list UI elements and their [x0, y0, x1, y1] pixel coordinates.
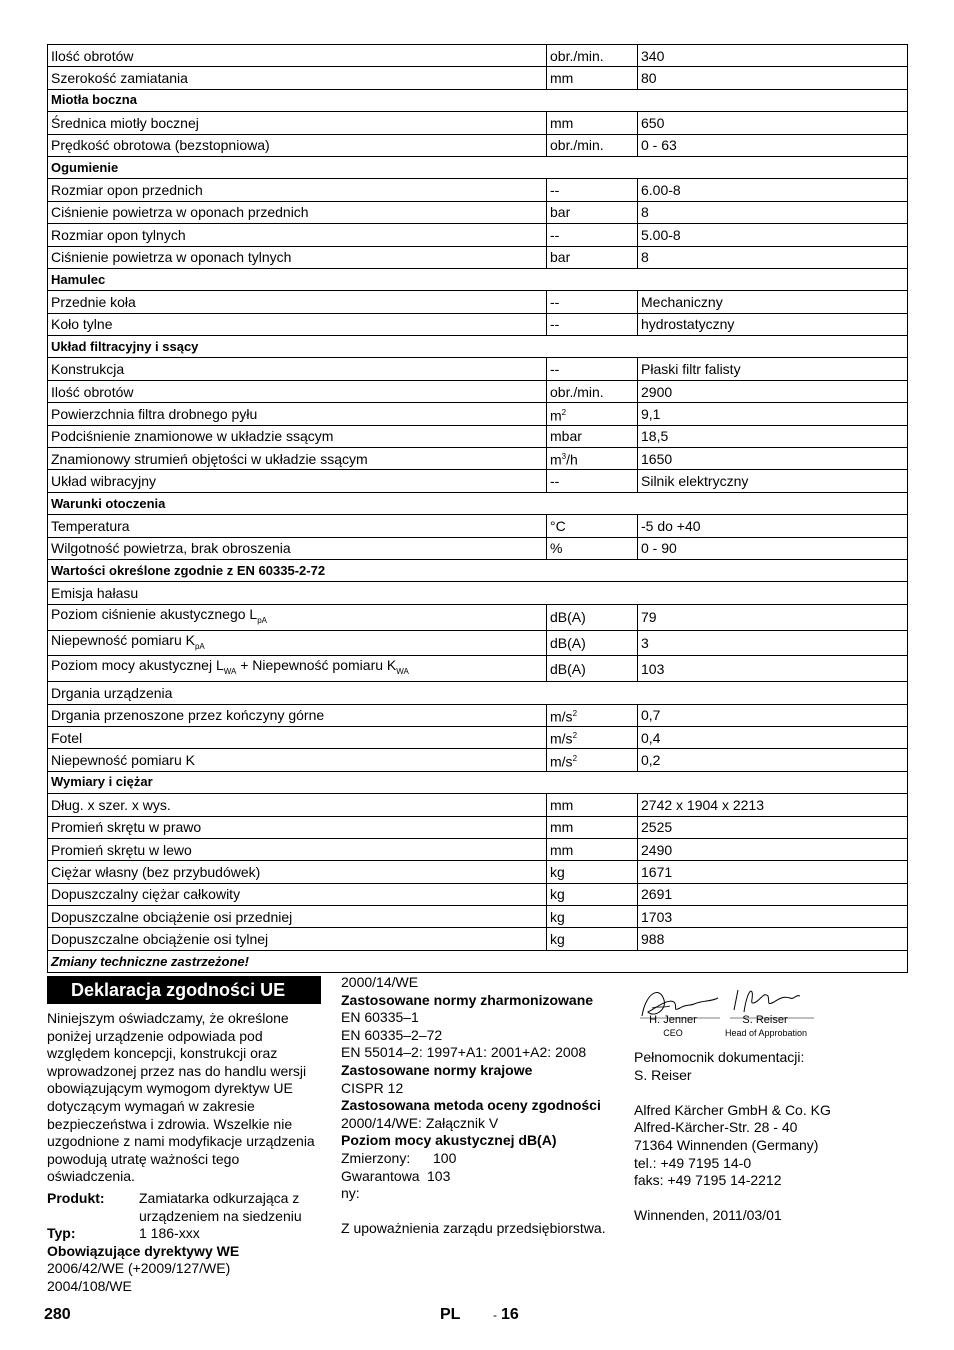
- table-row: [48, 656, 908, 682]
- row-unit: bar: [547, 246, 638, 268]
- harmonized-item: EN 60335–2–72: [341, 1026, 443, 1043]
- row-label: Rozmiar opon przednich: [48, 179, 547, 201]
- row-value: 1703: [638, 906, 908, 928]
- row-unit: dB(A): [547, 604, 638, 630]
- row-value: 8: [638, 246, 908, 268]
- row-value: 2900: [638, 380, 908, 402]
- table-row: [48, 358, 908, 380]
- row-value: 2691: [638, 883, 908, 905]
- row-value: 2525: [638, 816, 908, 838]
- table-row: [48, 448, 908, 470]
- table-row: [48, 179, 908, 201]
- table-row: [48, 604, 908, 630]
- guaranteed-label: Gwarantowany:: [341, 1167, 420, 1202]
- row-label: Średnica miotły bocznej: [48, 112, 547, 134]
- subsection-row: [48, 582, 908, 604]
- row-unit: mm: [547, 794, 638, 816]
- row-unit: obr./min.: [547, 134, 638, 156]
- sub-page-number: - 16: [493, 1306, 519, 1323]
- declaration-column-3: [634, 1049, 914, 1225]
- product-label: Produkt:: [47, 1189, 105, 1206]
- table-row: [48, 403, 908, 425]
- table-row: [48, 794, 908, 816]
- section-title: Hamulec: [48, 268, 908, 290]
- table-row: [48, 515, 908, 537]
- table-row: [48, 112, 908, 134]
- row-value: -5 do +40: [638, 515, 908, 537]
- row-unit: °C: [547, 515, 638, 537]
- product-value: Zamiatarka odkurzająca z urządzeniem na siedzeniu: [139, 1189, 302, 1224]
- row-unit: bar: [547, 201, 638, 223]
- type-label: Typ:: [47, 1225, 76, 1242]
- directive-item: 2004/108/WE: [47, 1277, 132, 1294]
- row-unit: kg: [547, 883, 638, 905]
- company-street: Alfred-Kärcher-Str. 28 - 40: [634, 1119, 798, 1136]
- row-unit: --: [547, 291, 638, 313]
- row-unit: $m/s^2$: [547, 704, 638, 726]
- section-title: Ogumienie: [48, 156, 908, 178]
- signatures: [634, 978, 834, 1040]
- table-row: [48, 630, 908, 656]
- table-row: [48, 425, 908, 447]
- row-value: 0,2: [638, 749, 908, 771]
- declaration-intro: Niniejszym oświadczamy, że określone poniżej urządzenie odpowiada pod względem koncepcji, konstrukcji oraz wprowadzonej przez nas do handlu wersji obowiązującym wymogom dyrektyw UE dotyczącym wymagań w zakresie bezpieczeństwa i zdrowia. Wszelkie nie uzgodnione z nami modyfikacje urządzenia powodują utratę ważności tego oświadczenia.: [47, 1010, 315, 1185]
- table-row: [48, 45, 908, 67]
- row-unit: $m^3/h$: [547, 448, 638, 470]
- row-value: 0 - 63: [638, 134, 908, 156]
- row-label: Ciśnienie powietrza w oponach przednich: [48, 201, 547, 223]
- table-row: [48, 380, 908, 402]
- table-row: [48, 704, 908, 726]
- guaranteed-row: [341, 1168, 626, 1203]
- declaration-column-2: [341, 974, 626, 1238]
- row-label: Ciśnienie powietrza w oponach tylnych: [48, 246, 547, 268]
- row-label: Przednie koła: [48, 291, 547, 313]
- row-label: Podciśnienie znamionowe w układzie ssącym: [48, 425, 547, 447]
- row-label: Prędkość obrotowa (bezstopniowa): [48, 134, 547, 156]
- row-unit: --: [547, 179, 638, 201]
- table-note: [48, 950, 908, 972]
- row-label: Dopuszczalne obciążenie osi przedniej: [48, 906, 547, 928]
- row-value: 9,1: [638, 403, 908, 425]
- row-value: 18,5: [638, 425, 908, 447]
- row-value: Płaski filtr falisty: [638, 358, 908, 380]
- section-header: [48, 268, 908, 290]
- row-unit: kg: [547, 928, 638, 950]
- row-label: Znamionowy strumień objętości w układzie ssącym: [48, 448, 547, 470]
- row-value: 1650: [638, 448, 908, 470]
- doc-rep-name: S. Reiser: [634, 1066, 692, 1083]
- company-name: Alfred Kärcher GmbH & Co. KG: [634, 1101, 831, 1118]
- row-label: Drgania urządzenia: [48, 682, 908, 704]
- row-label: Niepewność pomiaru K: [48, 749, 547, 771]
- table-row: [48, 470, 908, 492]
- row-value: 1671: [638, 861, 908, 883]
- row-label: Konstrukcja: [48, 358, 547, 380]
- row-unit: obr./min.: [547, 45, 638, 67]
- row-label: Zmiany techniczne zastrzeżone!: [48, 950, 908, 972]
- row-value: 2742 x 1904 x 2213: [638, 794, 908, 816]
- declaration-title: Deklaracja zgodności UE: [47, 976, 321, 1004]
- sub-page-value: 16: [501, 1306, 519, 1323]
- type-row: [47, 1225, 322, 1243]
- row-unit: kg: [547, 861, 638, 883]
- row-unit: kg: [547, 906, 638, 928]
- national-title: Zastosowane normy krajowe: [341, 1061, 533, 1078]
- row-value: 80: [638, 67, 908, 89]
- table-row: [48, 816, 908, 838]
- row-unit: mm: [547, 816, 638, 838]
- table-row: [48, 749, 908, 771]
- technical-data-table: [47, 44, 908, 973]
- section-title: Układ filtracyjny i ssący: [48, 336, 908, 358]
- row-unit: $m/s^2$: [547, 749, 638, 771]
- row-label: Temperatura: [48, 515, 547, 537]
- section-title: Wymiary i ciężar: [48, 771, 908, 793]
- harmonized-title: Zastosowane normy zharmonizowane: [341, 991, 594, 1008]
- measured-row: [341, 1150, 626, 1168]
- table-row: [48, 313, 908, 335]
- method-title: Zastosowana metoda oceny zgodności: [341, 1097, 601, 1114]
- row-label: Promień skrętu w prawo: [48, 816, 547, 838]
- signer1-role: CEO: [663, 1028, 683, 1038]
- harmonized-item: EN 60335–1: [341, 1009, 419, 1026]
- declaration-column-1: [47, 1010, 322, 1296]
- table-row: [48, 906, 908, 928]
- company-city: 71364 Winnenden (Germany): [634, 1136, 819, 1153]
- row-unit: %: [547, 537, 638, 559]
- measured-label: Zmierzony:: [341, 1149, 411, 1166]
- row-value: 103: [638, 656, 908, 682]
- signer2-name: S. Reiser: [742, 1014, 788, 1026]
- row-unit: --: [547, 313, 638, 335]
- row-unit: --: [547, 358, 638, 380]
- measured-value: 100: [433, 1149, 457, 1166]
- language-code: PL: [440, 1306, 461, 1323]
- harmonized-item: EN 55014–2: 1997+A1: 2001+A2: 2008: [341, 1044, 587, 1061]
- row-value: Silnik elektryczny: [638, 470, 908, 492]
- authorized-note: Z upoważnienia zarządu przedsiębiorstwa.: [341, 1220, 606, 1237]
- table-row: [48, 201, 908, 223]
- section-title: Warunki otoczenia: [48, 492, 908, 514]
- row-label: Niepewność pomiaru $K_{pA}$: [48, 630, 547, 656]
- table-row: [48, 291, 908, 313]
- row-label: Wilgotność powietrza, brak obroszenia: [48, 537, 547, 559]
- signer1-name: H. Jenner: [649, 1014, 697, 1026]
- place-date: Winnenden, 2011/03/01: [634, 1207, 782, 1224]
- directives-title: Obowiązujące dyrektywy WE: [47, 1242, 240, 1259]
- row-value: 0,7: [638, 704, 908, 726]
- section-header: [48, 156, 908, 178]
- row-value: 8: [638, 201, 908, 223]
- row-value: 340: [638, 45, 908, 67]
- table-row: [48, 883, 908, 905]
- section-header: [48, 492, 908, 514]
- row-value: hydrostatyczny: [638, 313, 908, 335]
- row-label: Powierzchnia filtra drobnego pyłu: [48, 403, 547, 425]
- row-value: 79: [638, 604, 908, 630]
- national-item: CISPR 12: [341, 1079, 404, 1096]
- row-label: Poziom ciśnienie akustycznego $L_{pA}$: [48, 604, 547, 630]
- row-label: Dopuszczalne obciążenie osi tylnej: [48, 928, 547, 950]
- row-label: Fotel: [48, 726, 547, 748]
- product-row: [47, 1190, 322, 1225]
- type-value: 1 186-xxx: [139, 1225, 200, 1242]
- row-value: 6.00-8: [638, 179, 908, 201]
- row-unit: mm: [547, 112, 638, 134]
- row-label: Koło tylne: [48, 313, 547, 335]
- table-row: [48, 224, 908, 246]
- signer2-role: Head of Approbation: [724, 1028, 808, 1038]
- company-tel: tel.: +49 7195 14-0: [634, 1154, 752, 1171]
- row-unit: $m/s^2$: [547, 726, 638, 748]
- section-header: [48, 559, 908, 581]
- table-row: [48, 246, 908, 268]
- company-fax: faks: +49 7195 14-2212: [634, 1172, 782, 1189]
- row-unit: --: [547, 224, 638, 246]
- section-title: Miotła boczna: [48, 89, 908, 111]
- row-value: 988: [638, 928, 908, 950]
- row-value: 0,4: [638, 726, 908, 748]
- row-value: 0 - 90: [638, 537, 908, 559]
- row-label: Promień skrętu w lewo: [48, 838, 547, 860]
- row-unit: mbar: [547, 425, 638, 447]
- page-number: 280: [44, 1306, 71, 1323]
- method-value: 2000/14/WE: Załącznik V: [341, 1114, 499, 1131]
- table-row: [48, 67, 908, 89]
- row-label: Ilość obrotów: [48, 380, 547, 402]
- doc-rep-label: Pełnomocnik dokumentacji:: [634, 1049, 805, 1065]
- row-value: 3: [638, 630, 908, 656]
- directive-item: 2006/42/WE (+2009/127/WE): [47, 1260, 231, 1277]
- row-value: 2490: [638, 838, 908, 860]
- row-label: Ilość obrotów: [48, 45, 547, 67]
- row-value: 5.00-8: [638, 224, 908, 246]
- table-row: [48, 537, 908, 559]
- table-row: [48, 838, 908, 860]
- row-unit: mm: [547, 838, 638, 860]
- section-header: [48, 89, 908, 111]
- guaranteed-value: 103: [427, 1167, 451, 1184]
- row-value: 650: [638, 112, 908, 134]
- row-label: Dług. x szer. x wys.: [48, 794, 547, 816]
- table-row: [48, 928, 908, 950]
- table-row: [48, 134, 908, 156]
- row-unit: $m^2$: [547, 403, 638, 425]
- row-unit: dB(A): [547, 656, 638, 682]
- row-unit: --: [547, 470, 638, 492]
- row-label: Układ wibracyjny: [48, 470, 547, 492]
- table-row: [48, 726, 908, 748]
- row-label: Ciężar własny (bez przybudówek): [48, 861, 547, 883]
- row-label: Szerokość zamiatania: [48, 67, 547, 89]
- table-row: [48, 861, 908, 883]
- row-label: Drgania przenoszone przez kończyny górne: [48, 704, 547, 726]
- row-unit: dB(A): [547, 630, 638, 656]
- sound-title: Poziom mocy akustycznej dB(A): [341, 1132, 557, 1149]
- subsection-row: [48, 682, 908, 704]
- section-header: [48, 771, 908, 793]
- row-label: Rozmiar opon tylnych: [48, 224, 547, 246]
- directive-item: 2000/14/WE: [341, 974, 419, 990]
- row-unit: mm: [547, 67, 638, 89]
- row-label: Dopuszczalny ciężar całkowity: [48, 883, 547, 905]
- section-header: [48, 336, 908, 358]
- row-unit: obr./min.: [547, 380, 638, 402]
- row-label: Poziom mocy akustycznej $L_{WA}$ + Niepewność pomiaru $K_{WA}$: [48, 656, 547, 682]
- row-label: Emisja hałasu: [48, 582, 908, 604]
- row-value: Mechaniczny: [638, 291, 908, 313]
- section-title: Wartości określone zgodnie z EN 60335-2-72: [48, 559, 908, 581]
